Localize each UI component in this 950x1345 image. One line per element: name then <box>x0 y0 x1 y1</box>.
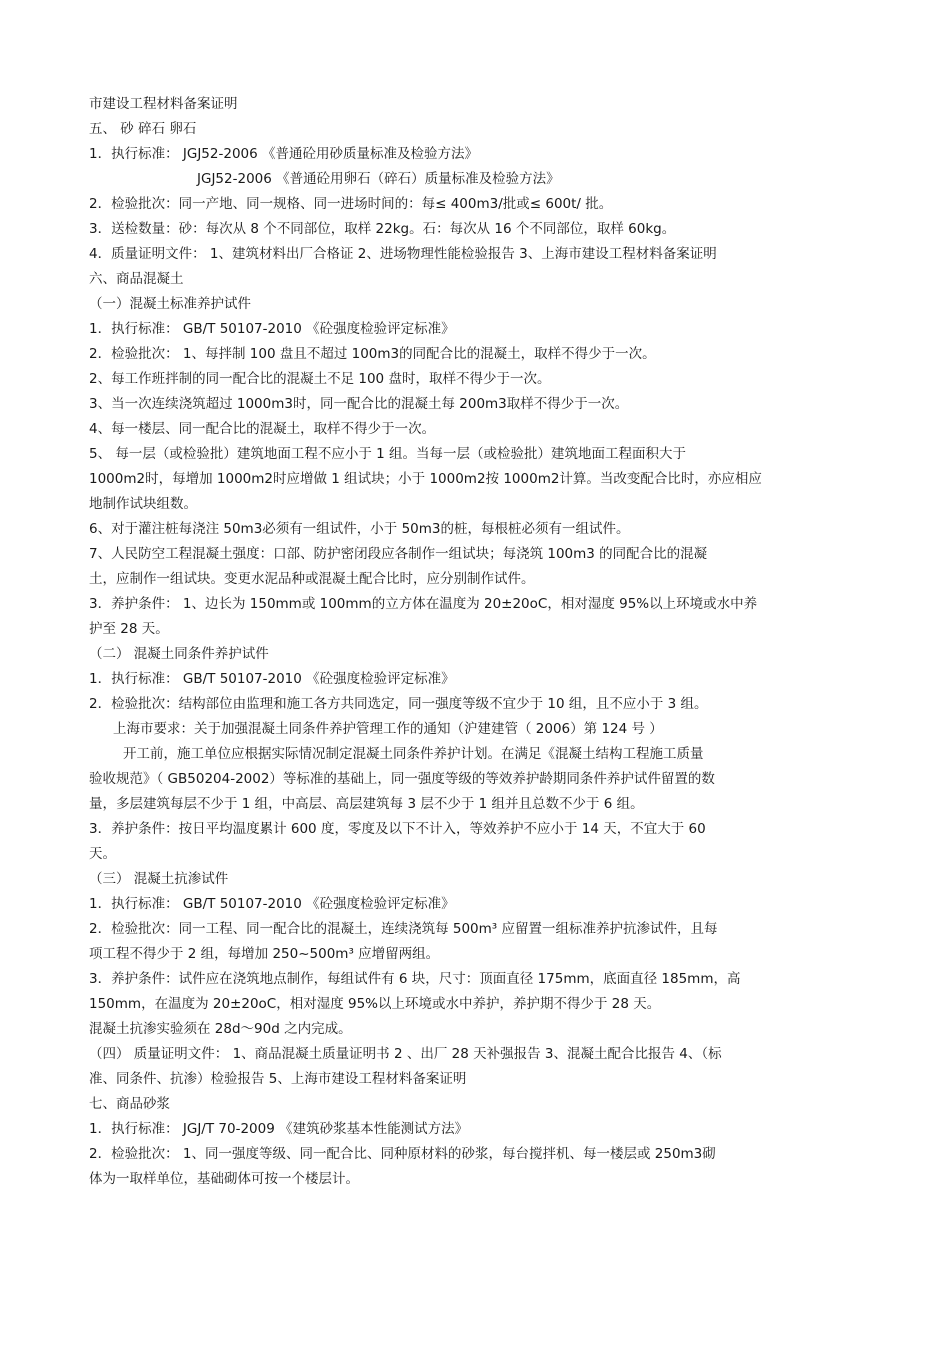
line-batch-item-2: 2、每工作班拌制的同一配合比的混凝土不足 100 盘时，取样不得少于一次。 <box>89 371 551 387</box>
line-batch-cont: 项工程不得少于 2 组，每增加 250~500m³ 应增留两组。 <box>89 946 440 962</box>
line-quality-docs-cont: 准、同条件、抗渗）检验报告 5、上海市建设工程材料备案证明 <box>89 1071 467 1087</box>
line-test-period: 混凝土抗渗实验须在 28d～90d 之内完成。 <box>89 1021 352 1037</box>
line-standard: 1．执行标准： GB/T 50107-2010 《砼强度检验评定标准》 <box>89 321 455 337</box>
line-plan-end: 量，多层建筑每层不少于 1 组，中高层、高层建筑每 3 层不少于 1 组并且总数不少于 6 组。 <box>89 796 644 812</box>
line-batch-item-5-cont: 1000m2时，每增加 1000m2时应增做 1 组试块；小于 1000m2按 1000m2计算。当改变配合比时，亦应相应 <box>89 471 762 487</box>
line-batch-item-5-end: 地制作试块组数。 <box>89 496 197 512</box>
line-batch-item-3: 3、当一次连续浇筑超过 1000m3时，同一配合比的混凝土每 200m3取样不得少于一次。 <box>89 396 629 412</box>
line-quality-docs: 4．质量证明文件： 1、建筑材料出厂合格证 2、进场物理性能检验报告 3、上海市建设工程材料备案证明 <box>89 246 717 262</box>
line-curing-cont: 天。 <box>89 846 116 862</box>
subheading-same-condition: （二） 混凝土同条件养护试件 <box>89 646 269 662</box>
line-sample-qty: 3．送检数量：砂：每次从 8 个不同部位，取样 22kg。石：每次从 16 个不同部位，取样 60kg。 <box>89 221 676 237</box>
line-curing: 3．养护条件： 1、边长为 150mm或 100mm的立方体在温度为 20±20oC，相对湿度 95%以上环境或水中养 <box>89 596 758 612</box>
line-standard: 1．执行标准： GB/T 50107-2010 《砼强度检验评定标准》 <box>89 896 455 912</box>
line-material-cert: 市建设工程材料备案证明 <box>89 96 238 112</box>
line-standard: 1．执行标准： GB/T 50107-2010 《砼强度检验评定标准》 <box>89 671 455 687</box>
heading-section-6: 六、商品混凝土 <box>89 271 184 287</box>
heading-section-7: 七、商品砂浆 <box>89 1096 170 1112</box>
line-batch-cont: 体为一取样单位，基础砌体可按一个楼层计。 <box>89 1171 359 1187</box>
line-plan: 开工前，施工单位应根据实际情况制定混凝土同条件养护计划。在满足《混凝土结构工程施工质量 <box>123 746 704 762</box>
line-batch-item-7-cont: 土，应制作一组试块。变更水泥品种或混凝土配合比时，应分别制作试件。 <box>89 571 535 587</box>
line-batch-item-5: 5、 每一层（或检验批）建筑地面工程不应小于 1 组。当每一层（或检验批）建筑地面工程面积大于 <box>89 446 687 462</box>
line-batch: 2．检验批次： 1、每拌制 100 盘且不超过 100m3的同配合比的混凝土，取样不得少于一次。 <box>89 346 656 362</box>
line-batch: 2．检验批次：结构部位由监理和施工各方共同选定，同一强度等级不宜少于 10 组，且不应小于 3 组。 <box>89 696 708 712</box>
line-curing-cont: 150mm，在温度为 20±20oC，相对湿度 95%以上环境或水中养护，养护期不得少于 28 天。 <box>89 996 661 1012</box>
heading-section-5: 五、 砂 碎石 卵石 <box>89 121 197 137</box>
line-curing: 3．养护条件：按日平均温度累计 600 度，零度及以下不计入，等效养护不应小于 14 天，不宜大于 60 <box>89 821 706 837</box>
line-batch-item-7: 7、人民防空工程混凝土强度：口部、防护密闭段应各制作一组试块；每浇筑 100m3 的同配合比的混凝 <box>89 546 708 562</box>
document-body <box>89 92 869 1192</box>
line-standard-cont: JGJ52-2006 《普通砼用卵石（碎石）质量标准及检验方法》 <box>197 171 560 187</box>
line-batch: 2．检验批次：同一产地、同一规格、同一进场时间的：每≤ 400m3/批或≤ 600t/ 批。 <box>89 196 613 212</box>
subheading-impermeability: （三） 混凝土抗渗试件 <box>89 871 229 887</box>
line-plan-cont: 验收规范》（ GB50204-2002）等标准的基础上，同一强度等级的等效养护龄期同条件养护试件留置的数 <box>89 771 715 787</box>
subheading-standard-curing: （一）混凝土标准养护试件 <box>89 296 251 312</box>
line-standard: 1．执行标准： JGJ/T 70-2009 《建筑砂浆基本性能测试方法》 <box>89 1121 469 1137</box>
line-curing: 3．养护条件：试件应在浇筑地点制作，每组试件有 6 块，尺寸：顶面直径 175mm，底面直径 185mm，高 <box>89 971 741 987</box>
line-batch-item-4: 4、每一楼层、同一配合比的混凝土，取样不得少于一次。 <box>89 421 436 437</box>
line-batch: 2．检验批次：同一工程、同一配合比的混凝土，连续浇筑每 500m³ 应留置一组标准养护抗渗试件，且每 <box>89 921 718 937</box>
line-batch-item-6: 6、对于灌注桩每浇注 50m3必须有一组试件，小于 50m3的桩，每根桩必须有一组试件。 <box>89 521 630 537</box>
line-standard: 1．执行标准： JGJ52-2006 《普通砼用砂质量标准及检验方法》 <box>89 146 479 162</box>
line-shanghai-requirement: 上海市要求：关于加强混凝土同条件养护管理工作的通知（沪建建管（ 2006）第 124 号 ） <box>113 721 663 737</box>
line-batch: 2．检验批次： 1、同一强度等级、同一配合比、同种原材料的砂浆，每台搅拌机、每一楼层或 250m3砌 <box>89 1146 716 1162</box>
line-curing-cont: 护至 28 天。 <box>89 621 169 637</box>
line-quality-docs: （四） 质量证明文件： 1、商品混凝土质量证明书 2 、出厂 28 天补强报告 3、混凝土配合比报告 4、（标 <box>89 1046 722 1062</box>
